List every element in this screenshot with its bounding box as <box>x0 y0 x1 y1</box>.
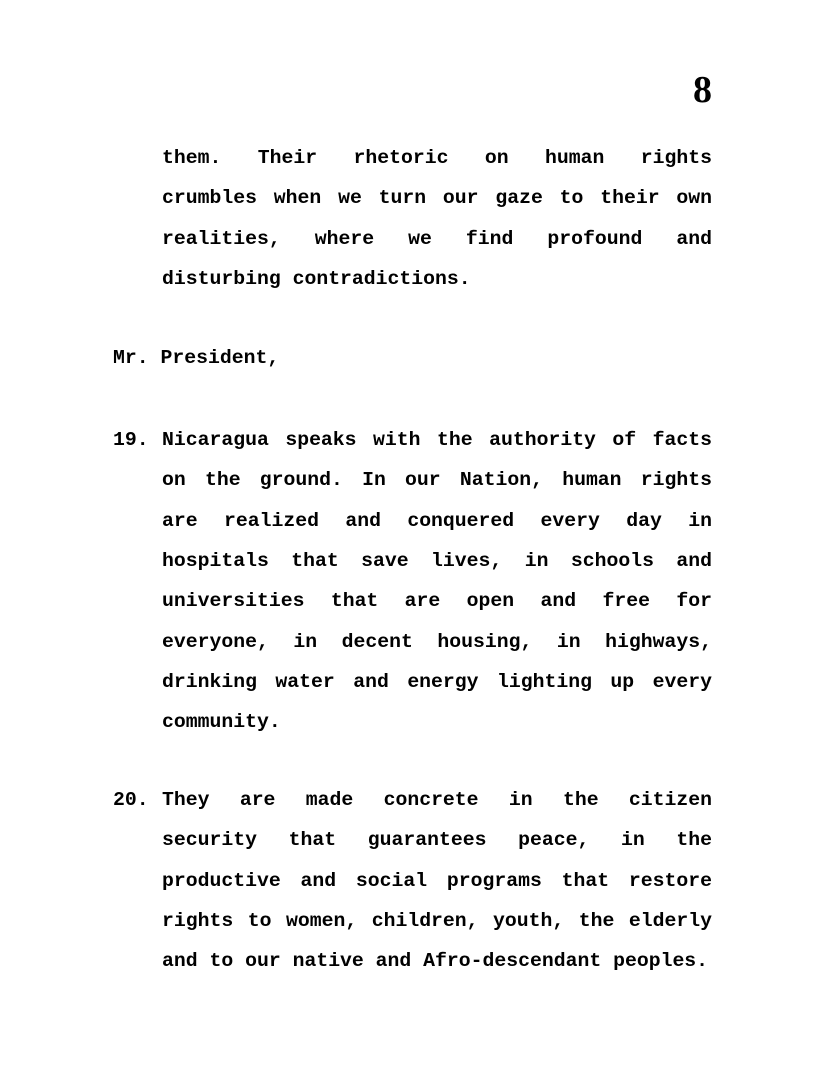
numbered-paragraph-20 <box>113 780 712 982</box>
paragraph-line: Nicaragua speaks with the authority of facts <box>162 429 712 451</box>
paragraph-line: They are made concrete in the citizen <box>162 789 712 811</box>
paragraph-line: crumbles when we turn our gaze to their own <box>162 187 712 210</box>
paragraph-number: 19. <box>113 429 149 451</box>
page-number: 8 <box>693 69 712 111</box>
paragraph-line: hospitals that save lives, in schools and <box>162 549 712 572</box>
paragraph-line: drinking water and energy lighting up every <box>162 670 712 693</box>
paragraph-line: and to our native and Afro-descendant peoples. <box>162 950 709 973</box>
paragraph-line: everyone, in decent housing, in highways, <box>162 630 712 653</box>
paragraph-number: 20. <box>113 789 149 811</box>
paragraph-line: universities that are open and free for <box>162 590 712 613</box>
paragraph-line: security that guarantees peace, in the <box>162 829 712 852</box>
salutation: Mr. President, <box>113 347 280 369</box>
paragraph-line: realities, where we find profound and <box>162 227 712 250</box>
paragraph-line: on the ground. In our Nation, human rights <box>162 469 712 492</box>
numbered-paragraph-19 <box>113 420 712 743</box>
paragraph-line: are realized and conquered every day in <box>162 509 712 532</box>
paragraph-line: rights to women, children, youth, the elderly <box>162 909 712 932</box>
paragraph-line: them. Their rhetoric on human rights <box>162 147 712 169</box>
paragraph-line: community. <box>162 711 281 734</box>
paragraph-line: productive and social programs that restore <box>162 869 712 892</box>
paragraph-line: disturbing contradictions. <box>162 267 471 290</box>
continuation-paragraph <box>162 138 712 299</box>
